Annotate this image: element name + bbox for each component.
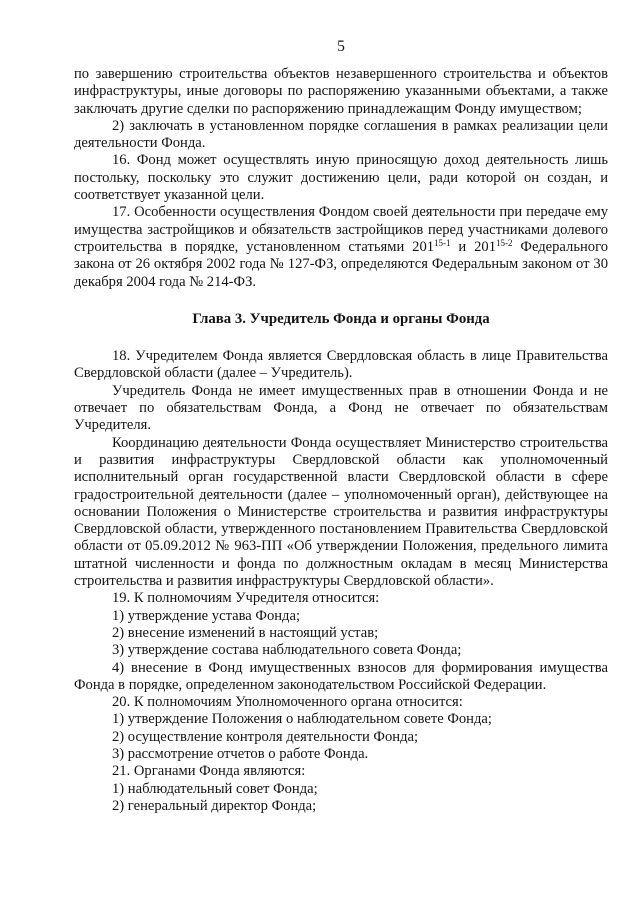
paragraph-continuation: по завершению строительства объектов незавершенного строительства и объектов инфраструктуры, иные договоры по распоряжению указанными объектами, а также заключать другие сделки по распоряжению принадлежащим Фонду имуществом;: [74, 66, 608, 117]
list-item: 4) внесение в Фонд имущественных взносов для формирования имущества Фонда в порядке, определенном законодательством Российской Федерации.: [74, 659, 608, 693]
paragraph-16: 16. Фонд может осуществлять иную приносящую доход деятельность лишь постольку, поскольку это служит достижению цели, ради которой он создан, и соответствует указанной цели.: [74, 152, 608, 204]
paragraph-17-part3: Федерального закона от 26 октября 2002 года № 127-ФЗ, определяются Федеральным законом от 30 декабря 2004 года № 214-ФЗ.: [74, 238, 609, 290]
paragraph-item-2: 2) заключать в установленном порядке соглашения в рамках реализации цели деятельности Фонда.: [74, 117, 608, 152]
list-item: 2) внесение изменений в настоящий устав;: [112, 624, 379, 641]
page-number: 5: [337, 38, 345, 55]
list-item: 1) утверждение Положения о наблюдательном совете Фонда;: [112, 711, 492, 728]
list-item: 2) осуществление контроля деятельности Фонда;: [112, 728, 419, 745]
section-before: [74, 66, 608, 291]
chapter-title: Глава 3. Учредитель Фонда и органы Фонда: [192, 310, 490, 327]
list-item: 2) генеральный директор Фонда;: [112, 797, 317, 814]
paragraph-17: [74, 204, 608, 290]
paragraph-17-sup2: 15-2: [496, 237, 513, 248]
paragraph-17-part2: и 201: [450, 238, 497, 255]
paragraph-17-part1: 17. Особенности осуществления Фондом своей деятельности при передаче ему имущества застройщиков и обязательств застройщиков перед участниками долевого строительства в порядке, установленном статьями 201: [74, 204, 608, 255]
paragraph-19: 19. К полномочиям Учредителя относится:: [112, 590, 380, 607]
list-item: 3) рассмотрение отчетов о работе Фонда.: [112, 745, 369, 762]
paragraph-18: 18. Учредителем Фонда является Свердловская область в лице Правительства Свердловской области (далее – Учредитель).: [74, 348, 608, 382]
section-after: [74, 348, 608, 815]
paragraph-coordination: Координацию деятельности Фонда осуществляет Министерство строительства и развития инфраструктуры Свердловской области как уполномоченный исполнительный орган государственной власти Свердловской области в сфере градостроительной деятельности (далее – уполномоченный орган), действующее на основании Положения о Министерстве строительства и развития инфраструктуры Свердловской области, утвержденного постановлением Правительства Свердловской области от 05.09.2012 № 963-ПП «Об утверждении Положения, предельного лимита штатной численности и фонда по должностным окладам в месяц Министерства строительства и развития инфраструктуры Свердловской области».: [74, 434, 608, 590]
list-item: 1) утверждение устава Фонда;: [112, 607, 301, 624]
paragraph-20: 20. К полномочиям Уполномоченного органа относится:: [112, 694, 463, 711]
list-item: 1) наблюдательный совет Фонда;: [112, 780, 318, 797]
document-page: [74, 38, 608, 815]
paragraph-21: 21. Органами Фонда являются:: [112, 763, 306, 780]
paragraph-founder-liability: Учредитель Фонда не имеет имущественных прав в отношении Фонда и не отвечает по обязательствам Фонда, а Фонд не отвечает по обязательствам Учредителя.: [74, 382, 608, 434]
paragraph-17-sup1: 15-1: [434, 237, 451, 248]
list-item: 3) утверждение состава наблюдательного совета Фонда;: [112, 642, 462, 659]
